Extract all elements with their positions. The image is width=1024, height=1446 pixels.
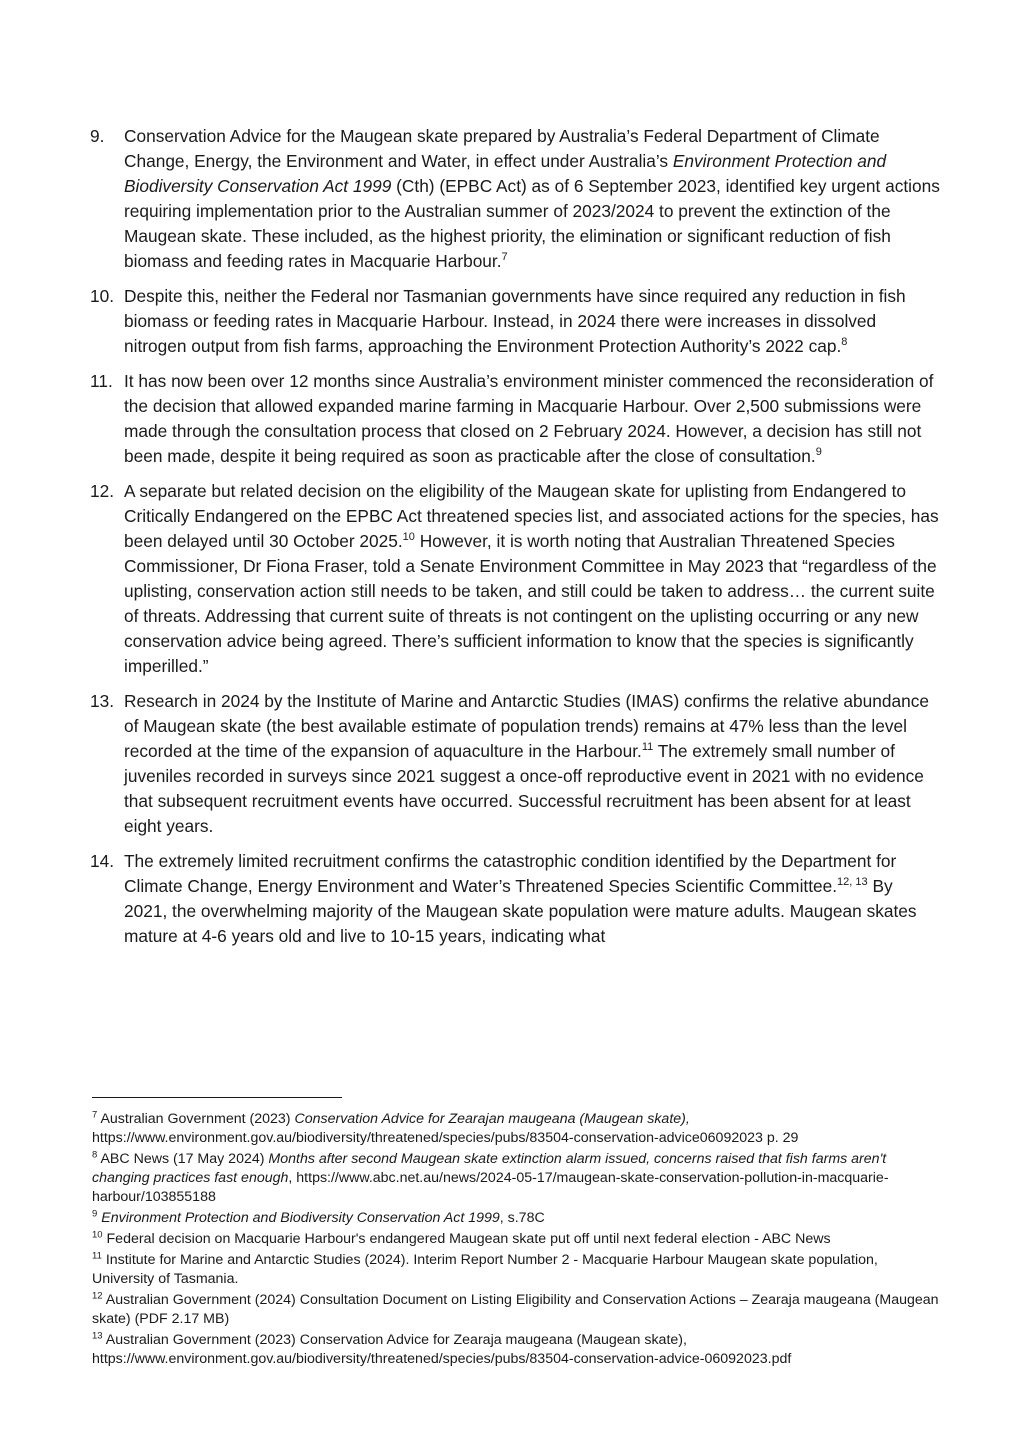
italic-text: Conservation Advice for Zearajan maugeana (Maugean skate), [294,1111,690,1127]
footnote-number: 10 [92,1229,103,1241]
text-run: (Cth) (EPBC Act) as of 6 September 2023, identified key urgent actions requiring implementation prior to the Australian summer of 2023/2024 to prevent the extinction of the Maugean skate. These included, as the highest priority, the elimination or significant reduction of fish biomass and feeding rates in Macquarie Harbour. [124,176,940,271]
paragraph-2 [90,284,940,359]
text-run: ABC News (17 May 2024) [97,1151,269,1167]
paragraph-number: 12. [90,481,115,501]
text-run: The extremely limited recruitment confirms the catastrophic condition identified by the Department for Climate Change, Energy Environment and Water’s Threatened Species Scientific Committee. [124,851,897,896]
numbered-paragraphs [90,124,940,959]
paragraph-text [124,691,929,836]
italic-text: Environment Protection and Biodiversity Conservation Act 1999 [124,151,887,196]
text-run: https://www.environment.gov.au/biodiversity/threatened/species/pubs/83504-conservation-advice06092023 p. 29 [92,1130,799,1146]
footnote-13 [92,1331,942,1369]
paragraph-text [124,371,933,466]
text-run: By 2021, the overwhelming majority of the Maugean skate population were mature adults. Maugean skates mature at 4-6 years old and live to 10-15 years, indicating what [124,876,917,946]
paragraph-3 [90,369,940,469]
text-run: However, it is worth noting that Australian Threatened Species Commissioner, Dr Fiona Fraser, told a Senate Environment Committee in May 2023 that “regardless of the uplisting, conservation action still needs to be taken, and still could be taken to address… the current suite of threats. Addressing that current suite of threats is not contingent on the uplisting occurring or any new conservation advice being agreed. There’s sufficient information to know that the species is significantly imperilled.” [124,531,937,676]
paragraph-6 [90,849,940,949]
text-run: Australian Government (2023) Conservation Advice for Zearaja maugeana (Maugean skate), https://www.environment.gov.au/biodiversity/threatened/species/pubs/83504-conservation-advice-06092023.pdf [92,1332,792,1367]
text-run: Federal decision on Macquarie Harbour's endangered Maugean skate put off until next federal election - ABC News [102,1231,831,1247]
text-run: Conservation Advice for the Maugean skate prepared by Australia’s Federal Department of Climate Change, Energy, the Environment and Water, in effect under Australia’s [124,126,880,171]
footnote-number: 7 [92,1109,98,1121]
footnote-reference: 11 [641,741,654,754]
text-run: Australian Government (2024) Consultation Document on Listing Eligibility and Conservation Actions – Zearaja maugeana (Maugean skate) (PDF 2.17 MB) [92,1292,939,1327]
text-run: The extremely small number of juveniles recorded in surveys since 2021 suggest a once-off reproductive event in 2021 with no evidence that subsequent recruitment events have occurred. Successful recruitment has been absent for at least eight years. [124,741,924,836]
text-run: , s.78C [499,1210,545,1226]
footnote-reference: 12, 13 [837,876,868,889]
paragraph-1 [90,124,940,274]
text-run: Despite this, neither the Federal nor Tasmanian governments have since required any reduction in fish biomass or feeding rates in Macquarie Harbour. Instead, in 2024 there were increases in dissolved nitrogen output from fish farms, approaching the Environment Protection Authority’s 2022 cap. [124,286,906,356]
footnote-reference: 10 [402,531,415,544]
footnote-10 [92,1230,942,1249]
text-run: It has now been over 12 months since Australia’s environment minister commenced the reconsideration of the decision that allowed expanded marine farming in Macquarie Harbour. Over 2,500 submissions were made through the consultation process that closed on 2 February 2024. However, a decision has still not been made, despite it being required as soon as practicable after the close of consultation. [124,371,934,466]
text-run: Institute for Marine and Antarctic Studies (2024). Interim Report Number 2 - Macquarie Harbour Maugean skate population, University of Tasmania. [92,1252,878,1287]
text-run: A separate but related decision on the eligibility of the Maugean skate for uplisting from Endangered to Critically Endangered on the EPBC Act threatened species list, and associated actions for the species, has been delayed until 30 October 2025. [124,481,939,551]
footnote-9 [92,1209,942,1228]
footnote-number: 8 [92,1149,98,1161]
italic-text: Environment Protection and Biodiversity Conservation Act 1999 [101,1210,500,1226]
paragraph-text [124,126,940,271]
footnote-reference: 7 [501,251,508,264]
footnotes [92,1110,942,1371]
footnote-separator [92,1097,342,1098]
footnote-number: 11 [92,1250,102,1262]
footnote-number: 13 [92,1330,103,1342]
footnote-reference: 8 [841,336,848,349]
paragraph-5 [90,689,940,839]
paragraph-number: 11. [90,371,113,391]
text-run: Australian Government (2023) [97,1111,295,1127]
footnote-reference: 9 [815,446,822,459]
footnote-12 [92,1291,942,1329]
footnote-11 [92,1251,942,1289]
footnote-8 [92,1150,942,1207]
footnote-number: 9 [92,1208,98,1220]
paragraph-number: 10. [90,286,115,306]
paragraph-text [124,286,906,356]
paragraph-text [124,481,939,676]
footnote-number: 12 [92,1290,103,1302]
text-run: , https://www.abc.net.au/news/2024-05-17/maugean-skate-conservation-pollution-in-macquarie-harbour/103855188 [92,1170,889,1205]
paragraph-text [124,851,917,946]
paragraph-4 [90,479,940,679]
paragraph-number: 9. [90,126,105,146]
footnote-7 [92,1110,942,1148]
paragraph-number: 14. [90,851,115,871]
italic-text: Months after second Maugean skate extinction alarm issued, concerns raised that fish farms aren't changing practices fast enough [92,1151,887,1186]
paragraph-number: 13. [90,691,115,711]
text-run: Research in 2024 by the Institute of Marine and Antarctic Studies (IMAS) confirms the relative abundance of Maugean skate (the best available estimate of population trends) remains at 47% less than the level recorded at the time of the expansion of aquaculture in the Harbour. [124,691,929,761]
